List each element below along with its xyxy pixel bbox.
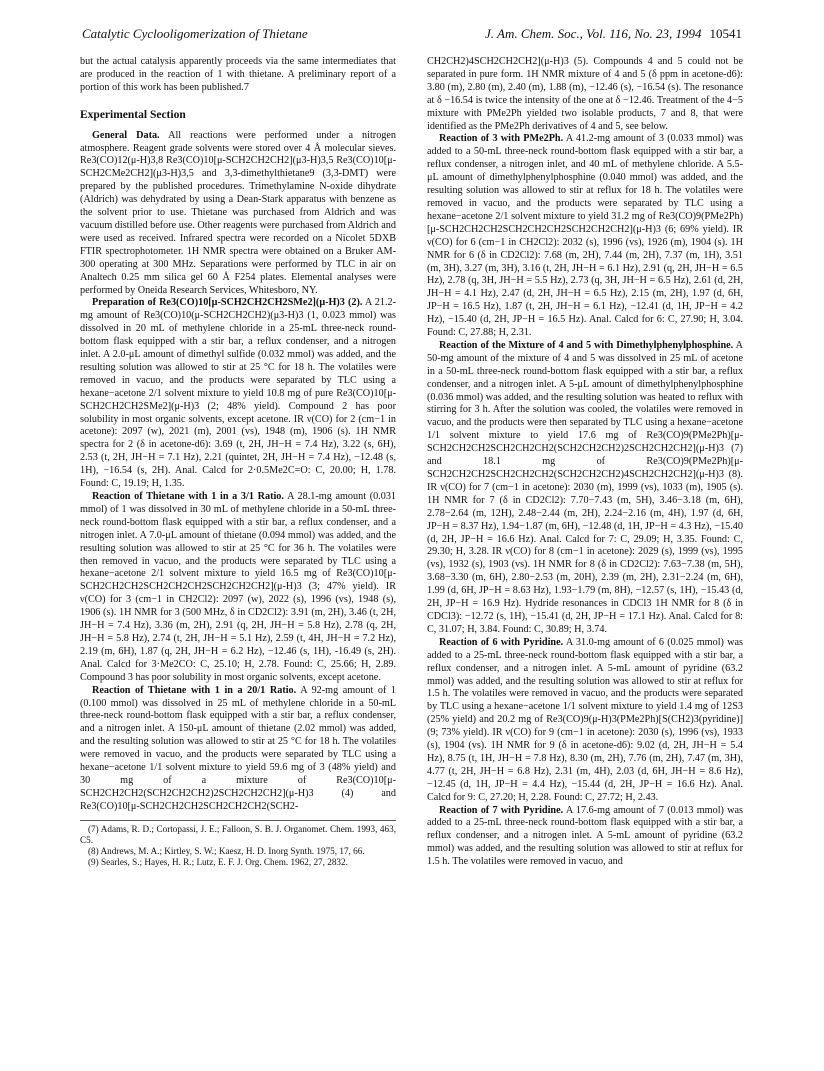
rxn201-heading: Reaction of Thietane with 1 in a 20/1 Ratio. [92,684,297,696]
footnote-7: (7) Adams, R. D.; Cortopassi, J. E.; Falloon, S. B. J. Organomet. Chem. 1993, 463, C5. [80,823,396,845]
r6-text: A 31.0-mg amount of 6 (0.025 mmol) was added to a 25-mL three-neck round-bottom flask equipped with a stir bar, a reflux condenser, and a nitrogen inlet. A 5-mL amount of pyridine (63.2 mmol) was added, and the resulting solution was allowed to stir at reflux for 1.5 h. The volatiles were removed in vacuo, and the products were separated by TLC using a hexane−acetone 1/1 solvent mixture to yield 1.4 mg of 12S3 (25% yield) and 20.2 mg of Re3(CO)9(μ-H)3(PMe2Ph)[S(CH2)3(pyridine)] (9; 73% yield). IR ν(CO) for 9 (cm−1 in acetone): 2030 (s), 1996 (vs), 1933 (s), 1904 (vs). 1H NMR for 9 (δ in acetone-d6): 9.02 (d, 2H, JH−H = 5.4 Hz), 8.75 (t, 1H, JH−H = 7.8 Hz), 8.30 (m, 2H), 7.76 (m, 2H), 7.47 (m, 3H), 4.77 (t, 2H, JH−H = 6.8 Hz), 2.31 (m, 4H), 2.03 (d, 6H, JH−H = 8.6 Hz), −12.45 (d, 1H, JP−H = 4.4 Hz), −15.44 (d, 2H, JP−H = 16.6 Hz). Anal. Calcd for 9: C, 27.20; H, 2.28. Found: C, 27.72; H, 2.43. [427,636,744,803]
journal-citation [485,26,742,42]
running-header [82,26,742,46]
journal-name: J. Am. Chem. Soc., Vol. 116, No. 23, 1994 [484,26,702,41]
left-column [80,56,396,868]
r7-text: A 17.6-mg amount of 7 (0.013 mmol) was added to a 25-mL three-neck round-bottom flask equipped with a stir bar, a reflux condenser, and a nitrogen inlet. A 5-mL amount of pyridine (63.2 mmol) was added, and the resulting solution was allowed to stir at reflux for 1.5 h. The volatiles were removed in vacuo, and [427,804,744,868]
intro-paragraph: but the actual catalysis apparently proceeds via the same intermediates that are produced in the reaction of 1 with thietane. A preliminary report of a portion of this work has been published.7 [80,56,396,93]
page-number: 10541 [709,26,742,41]
prep2-heading: Preparation of Re3(CO)10[μ-SCH2CH2CH2SMe2](μ-H)3 (2). [92,297,363,309]
rxn31-text: A 28.1-mg amount (0.031 mmol) of 1 was dissolved in 30 mL of methylene chloride in a 50-mL three-neck round-bottom flask equipped with a stir bar, a reflux condenser, and a nitrogen inlet. A 7.0-μL amount of thietane (0.094 mmol) was added, and the resulting solution was allowed to stir at 25 °C for 36 h. The volatiles were then removed in vacuo, and the products were separated by TLC using a hexane−acetone 2/1 solvent mixture to yield 16.5 mg of Re3(CO)10[μ-SCH2CH2CH2SCH2CH2CH2SCH2CH2CH2](μ-H)3 (3; 47% yield). IR ν(CO) for 3 (cm−1 in CH2Cl2): 2097 (w), 2022 (s), 1996 (vs), 1948 (s), 1906 (s). 1H NMR for 3 (500 MHz, δ in CD2Cl2): 3.91 (m, 2H), 3.46 (t, 2H, JH−H = 7.4 Hz), 3.36 (m, 2H), 2.91 (q, 2H, JH−H = 5.8 Hz), 2.78 (q, 2H, JH−H = 5.8 Hz), 2.74 (t, 2H, JH−H = 5.1 Hz), 2.59 (t, 4H, JH−H = 7.2 Hz), 2.19 (m, 6H), 1.87 (q, 2H, JH−H = 6.2 Hz), −12.46 (s, 1H), -16.49 (s, 2H). Anal. Calcd for 3·Me2CO: C, 25.10; H, 2.78. Found: C, 25.66; H, 2.89. Compound 3 has poor solubility in most organic solvents, except acetone. [80,491,397,683]
r45-paragraph [427,340,743,637]
section-title: Experimental Section [80,108,186,121]
r7-paragraph [427,805,743,870]
general-data-heading: General Data. [92,129,160,141]
rxn201-text: A 92-mg amount of 1 (0.100 mmol) was dissolved in 25 mL of methylene chloride in a 50-mL three-neck round-bottom flask equipped with a stir bar, a reflux condenser, and a nitrogen inlet. A 150-μL amount of thietane (2.02 mmol) was added, and the resulting solution was allowed to stir at 25 °C for 18 h. The volatiles were removed in vacuo, and the products were separated by TLC using a hexane−acetone 1/1 solvent mixture to yield 59.6 mg of 3 (48% yield) and 30 mg of a mixture of Re3(CO)10[μ-SCH2CH2CH2(SCH2CH2CH2)2SCH2CH2CH2](μ-H)3 (4) and Re3(CO)10[μ-SCH2CH2CH2SCH2CH2CH2(SCH2- [80,684,397,812]
r45-text: A 50-mg amount of the mixture of 4 and 5 was dissolved in 25 mL of acetone in a 50-mL three-neck round-bottom flask equipped with a stir bar, a reflux condenser, and a nitrogen inlet. A 5-μL amount of dimethylphenylphosphine (0.036 mmol) was added, and the resulting solution was heated to reflux with stirring for 3 h. After the solution was cooled, the volatiles were removed in vacuo, and the products were then separated by TLC using a hexane−acetone 1/1 solvent mixture to yield 17.6 mg of Re3(CO)9(PMe2Ph)[μ-SCH2CH2CH2SCH2CH2CH2(SCH2CH2CH2)2SCH2CH2CH2](μ-H)3 (7) and 18.1 mg of Re3(CO)9(PMe2Ph)[μ-SCH2CH2CH2SCH2CH2CH2(SCH2CH2CH2)4SCH2CH2CH2](μ-H)3 (8). IR ν(CO) for 7 (cm−1 in acetone): 2030 (m), 1999 (vs), 1033 (m), 1905 (s). 1H NMR for 7 (δ in CD2Cl2): 7.70−7.43 (m, 5H), 3.46−3.18 (m, 6H), 2.78−2.64 (m, 12H), 2.48−2.44 (m, 2H), 2.24−2.16 (m, 4H), 1.97 (d, 6H, JP−H = 8.37 Hz), 1.94−1.87 (m, 6H), −12.48 (d, 1H, JP−H = 4.3 Hz), −15.40 (d, 2H, JP−H = 16.6 Hz). Anal. Calcd for 7: C, 29.09; H, 3.35. Found: C, 29.30; H, 3.28. IR ν(CO) for 8 (cm−1 in acetone): 2029 (s), 1999 (vs), 1995 (vs), 1932 (s), 1903 (vs). 1H NMR for 8 (δ in CD2Cl2): 7.63−7.38 (m, 5H), 3.68−3.30 (m, 6H), 2.80−2.53 (m, 20H), 2.39 (m, 2H), 2.31−2.24 (m, 6H), 1.99 (d, 6H, JP−H = 8.63 Hz), 1.93−1.79 (m, 8H), −12.57 (s, 1H), −15.43 (d, 2H, JP−H = 16.9 Hz). Hydride resonances in CDCl3 1H NMR for 8 (δ in CDCl3): −12.72 (s, 1H), −15.41 (d, 2H, JP−H = 17.1 Hz). Anal. Calcd for 8: C, 31.07; H, 3.84. Found: C, 30.89; H, 3.74. [427,339,743,635]
continuation-paragraph: CH2CH2)4SCH2CH2CH2](μ-H)3 (5). Compounds 4 and 5 could not be separated in pure form. 1H NMR mixture of 4 and 5 (δ ppm in acetone-d6): 3.80 (m), 2.80 (m), 2.40 (m), 1.88 (m), −12.46 (s), −16.54 (s). The resonance at δ −16.54 is twice the intensity of the one at δ −12.46. Treatment of the 4−5 mixture with PMe2Ph yielded two isolable products, 7 and 8, that were identified as the PMe2Ph derivatives of 4 and 5, see below. [427,56,743,132]
footnote-8: (8) Andrews, M. A.; Kirtley, S. W.; Kaesz, H. D. Inorg Synth. 1975, 17, 66. [88,846,365,857]
right-column [427,56,743,869]
r6-heading: Reaction of 6 with Pyridine. [439,636,564,648]
running-title: Catalytic Cyclooligomerization of Thietane [82,26,308,41]
r3-text: A 41.2-mg amount of 3 (0.033 mmol) was added to a 50-mL three-neck round-bottom flask equipped with a stir bar, a reflux condenser, a nitrogen inlet, and 40 mL of methylene chloride. A 5.5-μL amount of dimethylphenylphosphine (0.040 mmol) was added, and the resulting solution was allowed to stir at reflux for 18 h. The volatiles were removed in vacuo, and the products were separated by TLC using a hexane−acetone 2/1 solvent mixture to yield 31.2 mg of Re3(CO)9(PMe2Ph)[μ-SCH2CH2CH2SCH2CH2CH2SCH2CH2CH2](μ-H)3 (6; 69% yield). IR ν(CO) for 6 (cm−1 in CH2Cl2): 2032 (s), 1996 (vs), 1926 (m), 1904 (s). 1H NMR for 6 (δ in CD2Cl2): 7.68 (m, 2H), 7.44 (m, 2H), 7.37 (m, 1H), 3.51 (m, 3H), 3.27 (m, 3H), 3.16 (t, 2H, JH−H = 6.1 Hz), 2.91 (q, 2H, JH−H = 6.5 Hz), 2.78 (q, 3H, JH−H = 5.5 Hz), 2.73 (q, 3H, JH−H = 6.5 Hz), 2.61 (d, 2H, JH−H = 4.1 Hz), 2.47 (d, 2H, JH−H = 6.5 Hz), 2.15 (m, 2H), 1.97 (d, 6H, JP−H = 16.5 Hz), 1.87 (t, 2H, JH−H = 6.1 Hz), −12.41 (d, 1H, JP−H = 4.2 Hz), −15.40 (d, 2H, JP−H = 16.5 Hz). Anal. Calcd for 6: C, 27.90; H, 3.04. Found: C, 27.88; H, 2.31. [427,133,744,339]
r45-heading: Reaction of the Mixture of 4 and 5 with Dimethylphenylphosphine. [439,339,734,351]
rxn31-heading: Reaction of Thietane with 1 in a 3/1 Ratio. [92,491,284,502]
footnotes [80,820,396,869]
r7-heading: Reaction of 7 with Pyridine. [439,804,564,816]
footnote-9: (9) Searles, S.; Hayes, H. R.; Lutz, E. F. J. Org. Chem. 1962, 27, 2832. [88,857,348,868]
rxn31-paragraph [80,491,396,685]
general-data-text: All reactions were performed under a nitrogen atmosphere. Reagent grade solvents were stored over 4 Å molecular sieves. Re3(CO)12(μ-H)3,8 Re3(CO)10[μ-SCH2CH2CH2](μ3-H)3,5 Re3(CO)10[μ-SCH2CMe2CH2](μ3-H)3,5 and 3,3-dimethylthietane9 (3,3-DMT) were prepared by the published procedures. Trimethylamine N-oxide dihydrate (Aldrich) was dehydrated by using a Dean-Stark apparatus with benzene as the solvent prior to use. Thietane was purchased from Aldrich and was vacuum distilled before use. Other reagents were purchased from Aldrich and were used as received. Infrared spectra were recorded on a Nicolet 5DXB FTIR spectrophotometer. 1H NMR spectra were obtained on a Bruker AM-300 operating at 300 MHz. Separations were performed by TLC in air on Analtech 0.25 mm silica gel 60 Å F254 plates. Elemental analyses were performed by Oneida Research Services, Whitesboro, NY. [80,129,396,296]
general-data-paragraph [80,130,396,298]
rxn201-paragraph [80,685,396,814]
prep2-text: A 21.2-mg amount of Re3(CO)10(μ-SCH2CH2CH2)(μ3-H)3 (1, 0.023 mmol) was dissolved in 20 mL of methylene chloride in a 25-mL three-neck round-bottom flask equipped with a stir bar, a reflux condenser, and a nitrogen inlet. A 2.0-μL amount of dimethyl sulfide (0.032 mmol) was added, and the resulting solution was allowed to stir at 25 °C for 18 h. The volatiles were removed in vacuo, and the products were separated by TLC using a hexane−acetone 2/1 solvent mixture to yield 10.8 mg of pure Re3(CO)10[μ-SCH2CH2CH2SMe2](μ-H)3 (2; 48% yield). Compound 2 has poor solubility in most organic solvents, except acetone. IR ν(CO) for 2 (cm−1 in acetone): 2097 (w), 2021 (m), 2001 (vs), 1948 (m), 1906 (s). 1H NMR spectra for 2 (δ in acetone-d6): 3.69 (t, 2H, JH−H = 7.4 Hz), 3.22 (s, 6H), 2.53 (t, 2H, JH−H = 7.1 Hz), 2.21 (quintet, 2H, JH−H = 7.4 Hz), −12.48 (s, 1H), −16.54 (s, 2H). Anal. Calcd for 2·0.5Me2C=O: C, 20.00; H, 1.78. Found: C, 19.19; H, 1.35. [80,297,397,490]
r6-paragraph [427,637,743,805]
prep2-paragraph [80,297,396,491]
r3-paragraph [427,133,743,340]
r3-heading: Reaction of 3 with PMe2Ph. [439,133,564,145]
